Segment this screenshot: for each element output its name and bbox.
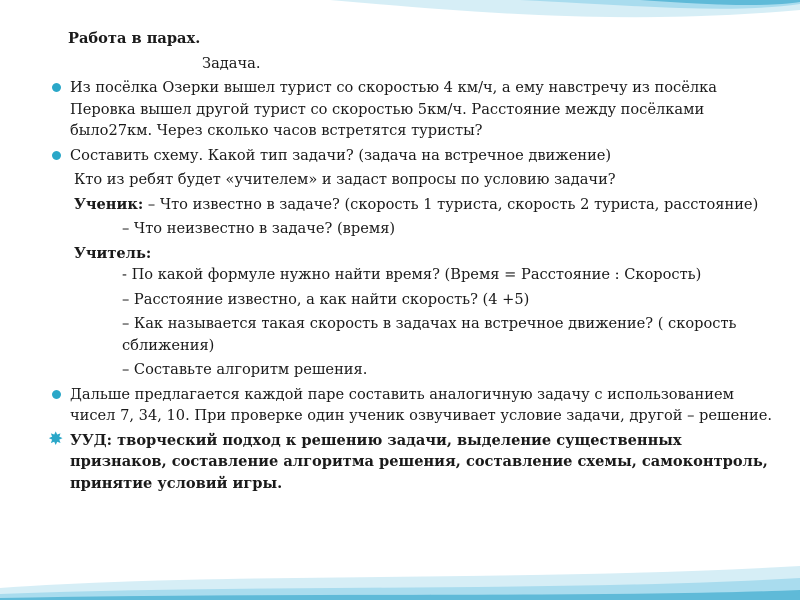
slide-content (49, 28, 772, 494)
star-bullet-icon: ✸ (49, 428, 63, 448)
scheme-paragraph (52, 145, 772, 167)
teacher-choice-text: Кто из ребят будет «учителем» и задаст вопросы по условию задачи? (74, 171, 616, 188)
pairs-task-text: Дальше предлагается каждой паре составить аналогичную задачу с использованием чисел 7, 34, 10. При проверке один ученик озвучивает условие задачи, другой – решение. (70, 385, 772, 424)
slide-title: Работа в парах. (68, 30, 201, 47)
pairs-task-paragraph (52, 384, 772, 427)
circle-bullet-icon (52, 390, 61, 399)
scheme-text: Составить схему. Какой тип задачи? (задача на встречное движение) (70, 146, 612, 164)
student-questions (52, 194, 772, 216)
teacher-question-4: – Составьте алгоритм решения. (122, 361, 368, 378)
circle-bullet-icon (52, 83, 61, 92)
circle-bullet-icon (52, 151, 61, 160)
uud-paragraph (49, 428, 772, 495)
student-label: Ученик: (74, 195, 144, 213)
task-heading: Задача. (202, 54, 261, 72)
problem-paragraph (52, 77, 772, 142)
student-question-1: – Что известно в задаче? (скорость 1 туриста, скорость 2 туриста, расстояние) (143, 195, 759, 213)
teacher-question-3: – Как называется такая скорость в задачах на встречное движение? ( скорость сближения) (122, 315, 737, 354)
problem-text: Из посёлка Озерки вышел турист со скоростью 4 км/ч, а ему навстречу из посёлка Перовка вышел другой турист со скоростью 5км/ч. Расстояние между посёлками было27км. Через сколько часов встретятся туристы? (70, 79, 717, 139)
teacher-question-1: - По какой формуле нужно найти время? (Время = Расстояние : Скорость) (122, 266, 702, 283)
student-question-2: – Что неизвестно в задаче? (время) (122, 220, 396, 237)
uud-text: УУД: творческий подход к решению задачи, выделение существенных признаков, составление алгоритма решения, составление схемы, самоконтроль, принятие условий игры. (70, 431, 768, 492)
teacher-label: Учитель: (74, 244, 152, 262)
teacher-question-2: – Расстояние известно, а как найти скорость? (4 +5) (122, 290, 530, 308)
